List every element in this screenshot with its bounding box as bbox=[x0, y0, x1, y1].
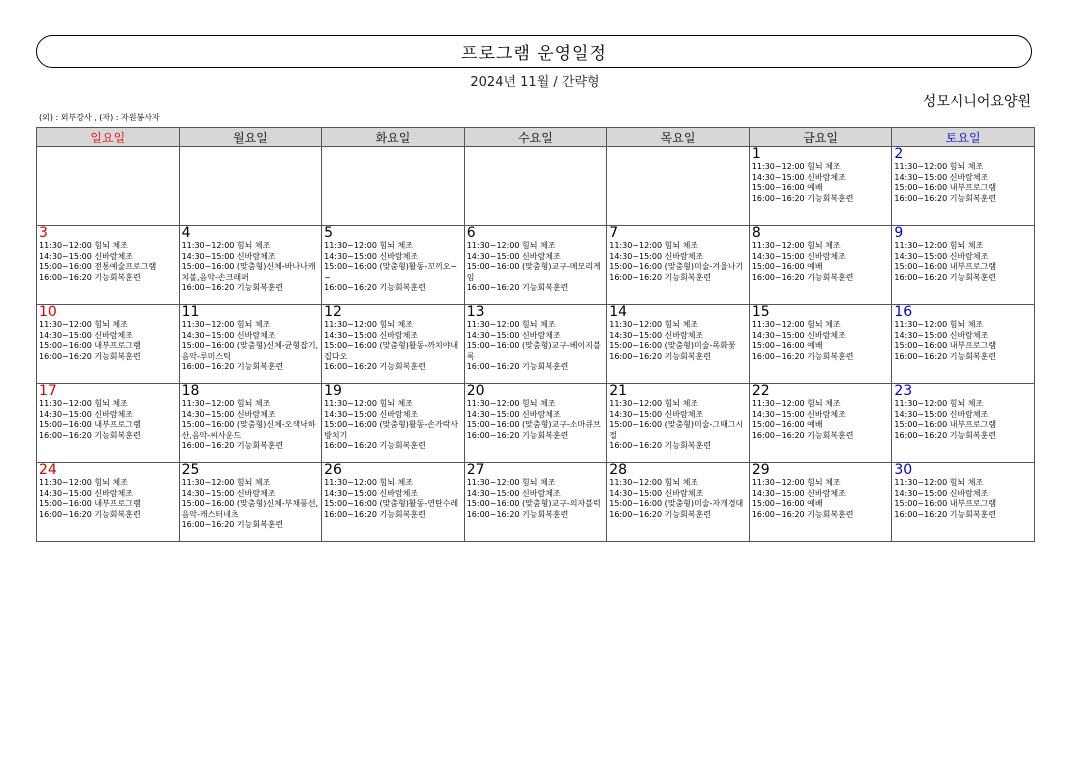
day-number: 26 bbox=[324, 462, 342, 478]
schedule-entry: 15:00~16:00 내부프로그램 bbox=[894, 420, 997, 430]
day-number: 7 bbox=[609, 225, 619, 241]
calendar-day-cell bbox=[179, 463, 322, 542]
day-number: 23 bbox=[894, 383, 913, 399]
page-subtitle: 2024년 11월 / 간략형 bbox=[470, 75, 600, 90]
calendar-day-cell bbox=[749, 463, 892, 542]
calendar-day-cell bbox=[892, 147, 1035, 226]
schedule-entry: 15:00~16:00 예배 bbox=[751, 183, 823, 193]
schedule-entry: 15:00~16:00 (맞춤형)교구-메모리게임 bbox=[466, 262, 601, 282]
organization-name: 성모시니어요양원 bbox=[922, 94, 1031, 110]
schedule-entry: 16:00~16:20 기능회복훈련 bbox=[466, 362, 569, 372]
calendar-week-row bbox=[37, 226, 1035, 305]
schedule-entry: 14:30~15:00 신바람체조 bbox=[751, 172, 846, 182]
calendar-table bbox=[36, 127, 1035, 542]
weekday-header-row bbox=[37, 128, 1035, 147]
schedule-entry: 11:30~12:00 힘뇌 체조 bbox=[181, 399, 271, 408]
calendar-day-cell bbox=[37, 463, 180, 542]
calendar-week-row bbox=[37, 147, 1035, 226]
schedule-entry: 11:30~12:00 힘뇌 체조 bbox=[466, 320, 556, 329]
schedule-entry: 15:00~16:00 내부프로그램 bbox=[894, 499, 997, 509]
day-number: 20 bbox=[466, 383, 485, 399]
schedule-entry: 15:00~16:00 내부프로그램 bbox=[894, 262, 997, 272]
schedule-entry: 11:30~12:00 힘뇌 체조 bbox=[466, 478, 556, 487]
weekday-header-sat: 토요일 bbox=[892, 128, 1035, 147]
calendar-day-cell bbox=[179, 226, 322, 305]
day-number: 8 bbox=[751, 225, 761, 241]
schedule-entry: 14:30~15:00 신바람체조 bbox=[39, 409, 133, 419]
day-number: 11 bbox=[181, 304, 200, 320]
schedule-entry: 14:30~15:00 신바람체조 bbox=[181, 488, 276, 498]
schedule-entry: 11:30~12:00 힘뇌 체조 bbox=[39, 478, 128, 487]
weekday-header-wed: 수요일 bbox=[464, 128, 607, 147]
schedule-entry: 15:00~16:00 예배 bbox=[751, 262, 823, 272]
calendar-day-cell bbox=[37, 384, 180, 463]
schedule-entry: 14:30~15:00 신바람체조 bbox=[609, 488, 704, 498]
schedule-entry: 14:30~15:00 신바람체조 bbox=[39, 330, 133, 340]
calendar-day-cell bbox=[464, 463, 607, 542]
calendar-day-cell bbox=[464, 384, 607, 463]
day-number: 3 bbox=[39, 225, 48, 241]
schedule-entry: 11:30~12:00 힘뇌 체조 bbox=[609, 478, 699, 487]
schedule-entry: 11:30~12:00 힘뇌 체조 bbox=[609, 241, 699, 250]
calendar-day-cell bbox=[607, 226, 750, 305]
calendar-day-cell bbox=[607, 305, 750, 384]
day-number: 13 bbox=[466, 304, 485, 320]
calendar-day-cell bbox=[892, 384, 1035, 463]
schedule-entry: 14:30~15:00 신바람체조 bbox=[466, 488, 561, 498]
schedule-entry: 15:00~16:00 내부프로그램 bbox=[39, 499, 141, 509]
schedule-entry: 16:00~16:20 기능회복훈련 bbox=[894, 509, 997, 519]
day-number: 24 bbox=[39, 462, 57, 478]
calendar-day-cell bbox=[179, 384, 322, 463]
day-number: 12 bbox=[324, 304, 342, 320]
calendar-day-cell bbox=[179, 147, 322, 226]
calendar-day-cell bbox=[464, 226, 607, 305]
schedule-entry: 14:30~15:00 신바람체조 bbox=[894, 409, 989, 419]
schedule-entry: 14:30~15:00 신바람체조 bbox=[751, 409, 846, 419]
schedule-entry: 11:30~12:00 힘뇌 체조 bbox=[894, 320, 984, 329]
calendar-day-cell bbox=[322, 463, 465, 542]
schedule-entry: 11:30~12:00 힘뇌 체조 bbox=[181, 241, 271, 250]
schedule-entry: 14:30~15:00 신바람체조 bbox=[324, 330, 419, 340]
day-number: 9 bbox=[894, 225, 904, 241]
legend-note: (외) : 외부강사 , (자) : 자원봉사자 bbox=[39, 113, 160, 122]
schedule-entry: 14:30~15:00 신바람체조 bbox=[609, 251, 704, 261]
calendar-day-cell bbox=[464, 147, 607, 226]
schedule-entry: 15:00~16:00 (맞춤형)미술-자개경대 bbox=[609, 499, 744, 509]
day-number: 18 bbox=[181, 383, 200, 399]
calendar-day-cell bbox=[322, 226, 465, 305]
day-number: 16 bbox=[894, 304, 913, 320]
schedule-entry: 14:30~15:00 신바람체조 bbox=[181, 409, 276, 419]
calendar-day-cell bbox=[179, 305, 322, 384]
schedule-entry: 14:30~15:00 신바람체조 bbox=[181, 330, 276, 340]
calendar-week-row bbox=[37, 463, 1035, 542]
schedule-entry: 15:00~16:00 (맞춤형)교구-베이지블록 bbox=[466, 341, 601, 361]
schedule-entry: 16:00~16:20 기능회복훈련 bbox=[894, 351, 997, 361]
calendar-day-cell bbox=[37, 305, 180, 384]
schedule-entry: 15:00~16:00 전통예술프로그램 bbox=[39, 262, 157, 272]
schedule-entry: 16:00~16:20 기능회복훈련 bbox=[751, 272, 854, 282]
calendar-day-cell bbox=[749, 305, 892, 384]
schedule-entry: 15:00~16:00 (맞춤형)미술-겨울나기 bbox=[609, 262, 744, 272]
day-number: 5 bbox=[324, 225, 334, 241]
day-number: 1 bbox=[751, 146, 761, 162]
schedule-entry: 16:00~16:20 기능회복훈련 bbox=[609, 351, 711, 361]
schedule-entry: 16:00~16:20 기능회복훈련 bbox=[751, 509, 854, 519]
schedule-entry: 11:30~12:00 힘뇌 체조 bbox=[466, 241, 556, 250]
schedule-entry: 16:00~16:20 기능회복훈련 bbox=[894, 430, 997, 440]
schedule-entry: 16:00~16:20 기능회복훈련 bbox=[324, 509, 426, 519]
schedule-entry: 14:30~15:00 신바람체조 bbox=[324, 251, 419, 261]
calendar-body bbox=[37, 147, 1035, 542]
schedule-entry: 11:30~12:00 힘뇌 체조 bbox=[39, 241, 128, 250]
day-number: 2 bbox=[894, 146, 904, 162]
day-number: 15 bbox=[751, 304, 770, 320]
schedule-entry: 11:30~12:00 힘뇌 체조 bbox=[324, 399, 413, 408]
schedule-entry: 16:00~16:20 기능회복훈련 bbox=[324, 283, 426, 293]
schedule-entry: 14:30~15:00 신바람체조 bbox=[751, 488, 846, 498]
schedule-entry: 14:30~15:00 신바람체조 bbox=[894, 488, 989, 498]
schedule-entry: 11:30~12:00 힘뇌 체조 bbox=[751, 399, 841, 408]
schedule-entry: 11:30~12:00 힘뇌 체조 bbox=[466, 399, 556, 408]
schedule-entry: 14:30~15:00 신바람체조 bbox=[324, 409, 419, 419]
schedule-entry: 14:30~15:00 신바람체조 bbox=[609, 409, 704, 419]
day-number: 14 bbox=[609, 304, 628, 320]
weekday-header-sun: 일요일 bbox=[37, 128, 180, 147]
schedule-entry: 11:30~12:00 힘뇌 체조 bbox=[751, 241, 841, 250]
schedule-entry: 11:30~12:00 힘뇌 체조 bbox=[894, 241, 984, 250]
schedule-entry: 14:30~15:00 신바람체조 bbox=[894, 172, 989, 182]
schedule-entry: 15:00~16:00 (맞춤형)활동-연탄수레 bbox=[324, 499, 459, 509]
schedule-entry: 14:30~15:00 신바람체조 bbox=[39, 488, 133, 498]
title-banner bbox=[36, 35, 1032, 68]
schedule-entry: 16:00~16:20 기능회복훈련 bbox=[181, 441, 284, 451]
day-number: 21 bbox=[609, 383, 628, 399]
schedule-entry: 16:00~16:20 기능회복훈련 bbox=[324, 362, 426, 372]
schedule-entry: 16:00~16:20 기능회복훈련 bbox=[39, 351, 141, 361]
schedule-entry: 14:30~15:00 신바람체조 bbox=[609, 330, 704, 340]
weekday-header-tue: 화요일 bbox=[322, 128, 465, 147]
schedule-entry: 15:00~16:00 내부프로그램 bbox=[39, 420, 141, 430]
schedule-entry: 11:30~12:00 힘뇌 체조 bbox=[751, 162, 841, 171]
schedule-entry: 14:30~15:00 신바람체조 bbox=[751, 330, 846, 340]
schedule-entry: 11:30~12:00 힘뇌 체조 bbox=[324, 478, 413, 487]
day-number: 25 bbox=[181, 462, 200, 478]
day-number: 22 bbox=[751, 383, 770, 399]
schedule-entry: 16:00~16:20 기능회복훈련 bbox=[39, 509, 141, 519]
schedule-entry: 14:30~15:00 신바람체조 bbox=[466, 409, 561, 419]
schedule-entry: 15:00~16:00 예배 bbox=[751, 420, 823, 430]
schedule-entry: 11:30~12:00 힘뇌 체조 bbox=[894, 478, 984, 487]
schedule-entry: 14:30~15:00 신바람체조 bbox=[466, 330, 561, 340]
calendar-day-cell bbox=[749, 147, 892, 226]
schedule-entry: 11:30~12:00 힘뇌 체조 bbox=[39, 320, 128, 329]
day-number: 19 bbox=[324, 383, 342, 399]
schedule-entry: 15:00~16:00 (맞춤형)교구-소마큐브 bbox=[466, 420, 601, 430]
schedule-entry: 16:00~16:20 기능회복훈련 bbox=[181, 362, 284, 372]
schedule-entry: 16:00~16:20 기능회복훈련 bbox=[609, 509, 711, 519]
schedule-entry: 16:00~16:20 기능회복훈련 bbox=[894, 193, 997, 203]
day-number: 10 bbox=[39, 304, 57, 320]
schedule-entry: 14:30~15:00 신바람체조 bbox=[39, 251, 133, 261]
schedule-entry: 11:30~12:00 힘뇌 체조 bbox=[324, 241, 413, 250]
calendar-week-row bbox=[37, 305, 1035, 384]
calendar-day-cell bbox=[749, 384, 892, 463]
schedule-entry: 16:00~16:20 기능회복훈련 bbox=[466, 430, 569, 440]
schedule-entry: 15:00~16:00 예배 bbox=[751, 341, 823, 351]
calendar-day-cell bbox=[607, 384, 750, 463]
schedule-entry: 16:00~16:20 기능회복훈련 bbox=[466, 283, 569, 293]
schedule-entry: 16:00~16:20 기능회복훈련 bbox=[181, 283, 284, 293]
schedule-entry: 15:00~16:00 내부프로그램 bbox=[39, 341, 141, 351]
calendar-day-cell bbox=[322, 305, 465, 384]
schedule-entry: 14:30~15:00 신바람체조 bbox=[894, 251, 989, 261]
schedule-entry: 11:30~12:00 힘뇌 체조 bbox=[39, 399, 128, 408]
calendar-day-cell bbox=[464, 305, 607, 384]
day-number: 4 bbox=[181, 225, 191, 241]
calendar-day-cell bbox=[607, 463, 750, 542]
calendar-day-cell bbox=[322, 384, 465, 463]
schedule-entry: 14:30~15:00 신바람체조 bbox=[181, 251, 276, 261]
schedule-entry: 16:00~16:20 기능회복훈련 bbox=[324, 441, 426, 451]
calendar-day-cell bbox=[749, 226, 892, 305]
calendar-day-cell bbox=[607, 147, 750, 226]
schedule-entry: 14:30~15:00 신바람체조 bbox=[894, 330, 989, 340]
day-number: 6 bbox=[466, 225, 476, 241]
calendar-day-cell bbox=[37, 147, 180, 226]
schedule-entry: 16:00~16:20 기능회복훈련 bbox=[609, 272, 711, 282]
schedule-entry: 16:00~16:20 기능회복훈련 bbox=[894, 272, 997, 282]
schedule-entry: 16:00~16:20 기능회복훈련 bbox=[466, 509, 569, 519]
schedule-entry: 14:30~15:00 신바람체조 bbox=[324, 488, 419, 498]
day-number: 30 bbox=[894, 462, 913, 478]
schedule-entry: 15:00~16:00 (맞춤형)신체-오색낙하산,음악-씨사운드 bbox=[181, 420, 316, 440]
calendar-day-cell bbox=[322, 147, 465, 226]
calendar-week-row bbox=[37, 384, 1035, 463]
schedule-entry: 11:30~12:00 힘뇌 체조 bbox=[181, 478, 271, 487]
schedule-entry: 16:00~16:20 기능회복훈련 bbox=[751, 430, 854, 440]
schedule-entry: 11:30~12:00 힘뇌 체조 bbox=[609, 399, 699, 408]
schedule-entry: 11:30~12:00 힘뇌 체조 bbox=[324, 320, 413, 329]
schedule-entry: 16:00~16:20 기능회복훈련 bbox=[751, 193, 854, 203]
schedule-entry: 16:00~16:20 기능회복훈련 bbox=[751, 351, 854, 361]
day-number: 27 bbox=[466, 462, 485, 478]
schedule-entry: 15:00~16:00 내부프로그램 bbox=[894, 183, 997, 193]
schedule-entry: 14:30~15:00 신바람체조 bbox=[751, 251, 846, 261]
calendar-day-cell bbox=[892, 463, 1035, 542]
schedule-entry: 15:00~16:00 예배 bbox=[751, 499, 823, 509]
calendar-day-cell bbox=[892, 305, 1035, 384]
schedule-entry: 11:30~12:00 힘뇌 체조 bbox=[609, 320, 699, 329]
schedule-entry: 15:00~16:00 (맞춤형)활동-까치야내집다오 bbox=[324, 341, 459, 361]
schedule-entry: 14:30~15:00 신바람체조 bbox=[466, 251, 561, 261]
schedule-entry: 15:00~16:00 (맞춤형)신체-바나나캐치볼,음악-손크래퍼 bbox=[181, 262, 316, 282]
schedule-entry: 11:30~12:00 힘뇌 체조 bbox=[751, 320, 841, 329]
schedule-entry: 11:30~12:00 힘뇌 체조 bbox=[894, 162, 984, 171]
schedule-entry: 15:00~16:00 (맞춤형)활동-꼬끼오~~ bbox=[324, 262, 458, 282]
calendar-day-cell bbox=[892, 226, 1035, 305]
weekday-header-fri: 금요일 bbox=[749, 128, 892, 147]
day-number: 28 bbox=[609, 462, 628, 478]
schedule-entry: 11:30~12:00 힘뇌 체조 bbox=[751, 478, 841, 487]
schedule-entry: 16:00~16:20 기능회복훈련 bbox=[39, 430, 141, 440]
schedule-entry: 15:00~16:00 (맞춤형)미술-그때그시절 bbox=[609, 420, 744, 440]
page-title: 프로그램 운영일정 bbox=[461, 44, 607, 64]
schedule-entry: 11:30~12:00 힘뇌 체조 bbox=[181, 320, 271, 329]
schedule-entry: 15:00~16:00 (맞춤형)활동-손가락사방치기 bbox=[324, 420, 459, 440]
weekday-header-mon: 월요일 bbox=[179, 128, 322, 147]
schedule-entry: 16:00~16:20 기능회복훈련 bbox=[181, 520, 284, 530]
schedule-entry: 11:30~12:00 힘뇌 체조 bbox=[894, 399, 984, 408]
calendar-day-cell bbox=[37, 226, 180, 305]
day-number: 29 bbox=[751, 462, 770, 478]
schedule-entry: 16:00~16:20 기능회복훈련 bbox=[39, 272, 141, 282]
schedule-entry: 15:00~16:00 (맞춤형)신체-부채풍선,음악-캐스터네츠 bbox=[181, 499, 319, 519]
day-number: 17 bbox=[39, 383, 57, 399]
schedule-entry: 16:00~16:20 기능회복훈련 bbox=[609, 441, 711, 451]
schedule-entry: 15:00~16:00 (맞춤형)신체-균형잡기,음악-루미스틱 bbox=[181, 341, 319, 361]
schedule-entry: 15:00~16:00 내부프로그램 bbox=[894, 341, 997, 351]
weekday-header-thu: 목요일 bbox=[607, 128, 750, 147]
schedule-entry: 15:00~16:00 (맞춤형)미술-목화꽃 bbox=[609, 341, 736, 351]
schedule-entry: 15:00~16:00 (맞춤형)교구-의자블럭 bbox=[466, 499, 601, 509]
